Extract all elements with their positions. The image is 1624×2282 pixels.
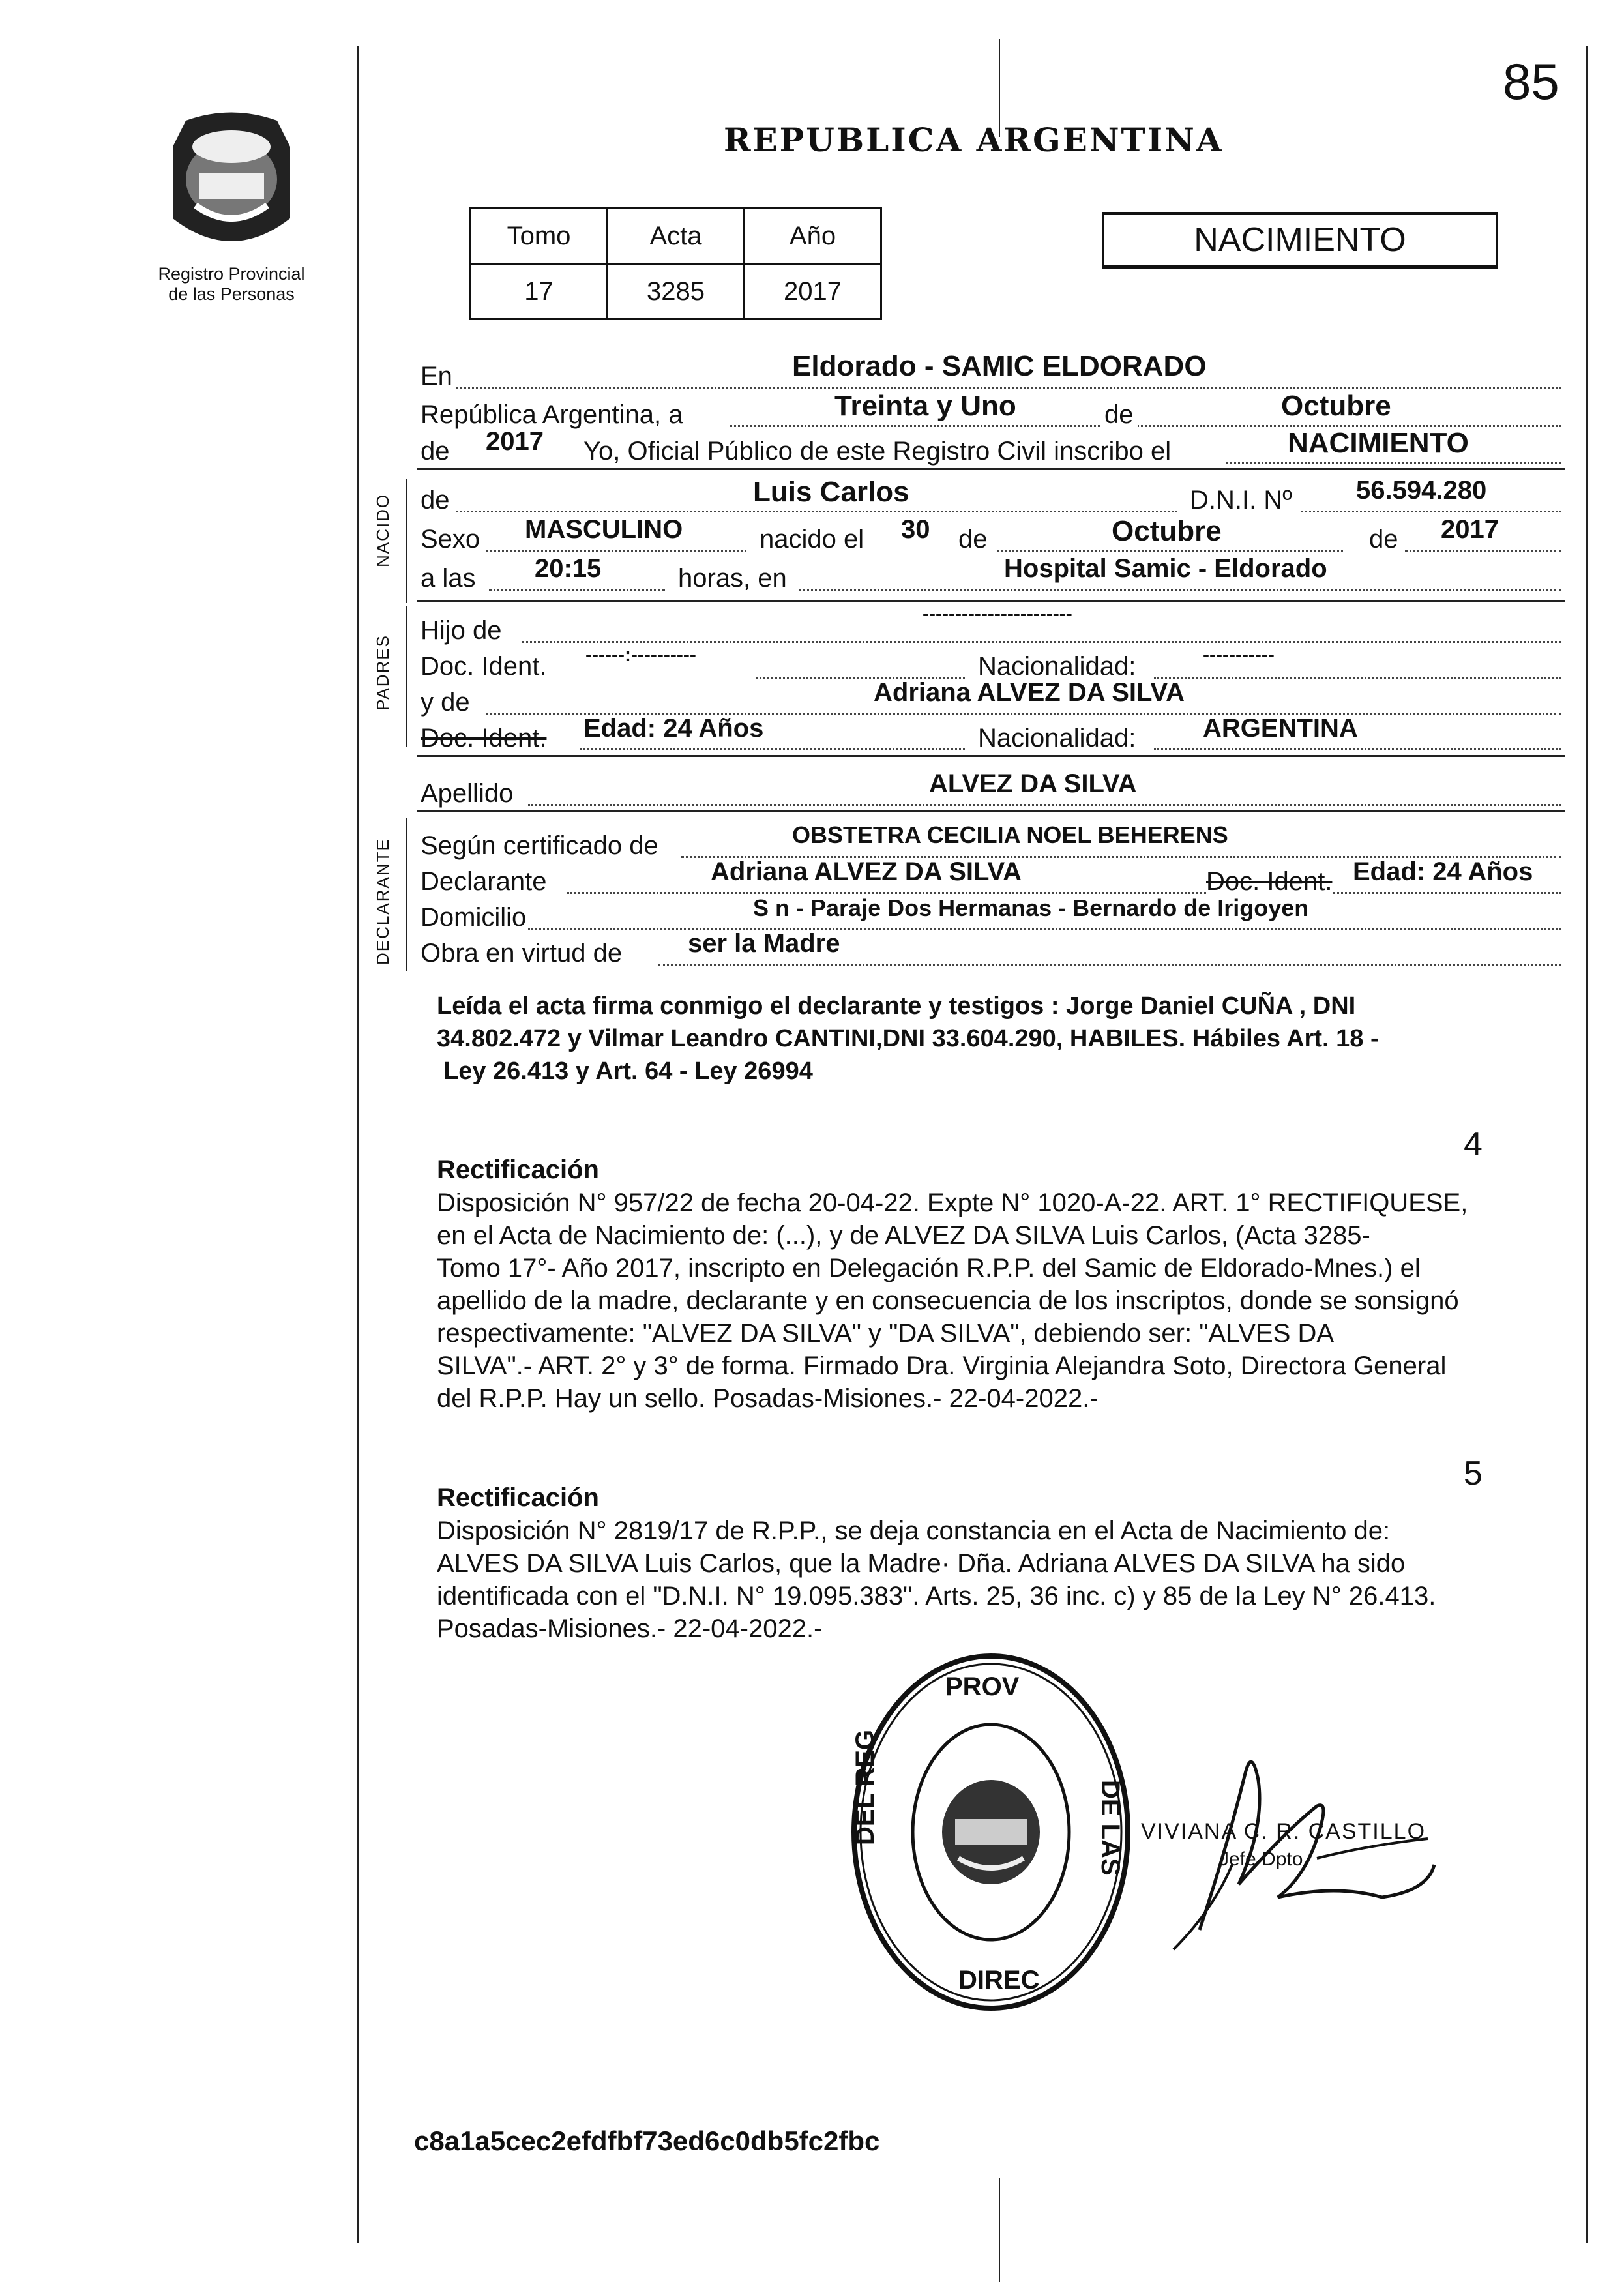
witness-line: Leída el acta firma conmigo el declarante y testigos : Jorge Daniel CUÑA , DNI	[437, 992, 1356, 1020]
hijo-label: Hijo de	[421, 616, 502, 645]
rectification-line: Disposición N° 2819/17 de R.P.P., se deja constancia en el Acta de Nacimiento de:	[437, 1517, 1391, 1545]
dotted-line	[1154, 748, 1561, 750]
value-acta: 3285	[608, 264, 745, 319]
surname-value: ALVEZ DA SILVA	[929, 769, 1137, 798]
dni-label: D.N.I. Nº	[1190, 486, 1292, 514]
registry-official-stamp-icon	[848, 1650, 1134, 2015]
rectification-line: en el Acta de Nacimiento de: (...), y de ALVEZ DA SILVA Luis Carlos, (Acta 3285-	[437, 1221, 1370, 1250]
month-value: Octubre	[1281, 390, 1391, 422]
document-title: REPUBLICA ARGENTINA	[724, 121, 1224, 159]
mother-age: Edad: 24 Años	[583, 714, 764, 743]
birth-time: 20:15	[535, 554, 602, 583]
rectification-line: identificada con el "D.N.I. N° 19.095.383". Arts. 25, 36 inc. c) y 85 de la Ley N° 26.413.	[437, 1582, 1436, 1610]
rectification-4-title: Rectificación	[437, 1155, 599, 1184]
official-text: Yo, Oficial Público de este Registro Civil inscribo el	[583, 437, 1172, 466]
dotted-line	[1154, 677, 1561, 679]
address-label: Domicilio	[421, 903, 527, 932]
dotted-line	[1226, 462, 1561, 464]
header-anio: Año	[745, 209, 881, 264]
header-tomo: Tomo	[471, 209, 608, 264]
child-dni: 56.594.280	[1356, 476, 1487, 505]
document-hash: c8a1a5cec2efdfbf73ed6c0db5fc2fbc	[414, 2126, 880, 2156]
place-value: Eldorado - SAMIC ELDORADO	[792, 350, 1207, 382]
father-name: -----------------------	[923, 603, 1072, 625]
mother-label: y de	[421, 688, 470, 717]
dotted-line	[522, 641, 1561, 643]
svg-text:DIREC: DIREC	[958, 1966, 1040, 1994]
birth-day: 30	[901, 515, 930, 544]
declarant-name: Adriana ALVEZ DA SILVA	[711, 857, 1022, 886]
svg-text:DEL REG: DEL REG	[851, 1729, 879, 1845]
father-nationality: -----------	[1203, 644, 1275, 666]
section-label-declarante: DECLARANTE	[373, 838, 392, 965]
name-de-label: de	[421, 486, 450, 514]
signer-role-stamp: Jefe Dpto.	[1219, 1848, 1308, 1870]
mother-nationality-label: Nacionalidad:	[978, 724, 1136, 752]
dotted-line	[456, 387, 1561, 389]
page-number: 85	[1503, 53, 1559, 110]
rectification-line: SILVA".- ART. 2° y 3° de forma. Firmado Dra. Virginia Alejandra Soto, Directora General	[437, 1352, 1447, 1380]
act-value: NACIMIENTO	[1288, 427, 1469, 459]
svg-text:DE LAS: DE LAS	[1096, 1780, 1125, 1876]
registry-name	[130, 264, 332, 304]
rectification-4-number: 4	[1464, 1125, 1483, 1163]
en-label: En	[421, 362, 452, 391]
birth-place: Hospital Samic - Eldorado	[1004, 554, 1327, 583]
father-doc-label: Doc. Ident.	[421, 652, 547, 681]
section-bar-padres	[406, 606, 407, 747]
dotted-line	[1405, 550, 1561, 552]
declarant-age: Edad: 24 Años	[1353, 857, 1533, 886]
rectification-5-text	[437, 1515, 1558, 1645]
hora-label: a las	[421, 564, 476, 593]
witness-statement	[437, 990, 1379, 1088]
dotted-line	[1301, 511, 1561, 512]
republic-label: República Argentina, a	[421, 400, 683, 429]
witness-line: Ley 26.413 y Art. 64 - Ley 26994	[443, 1058, 813, 1085]
signer-name-stamp: VIVIANA C. R. CASTILLO	[1141, 1819, 1426, 1844]
declarant-label: Declarante	[421, 867, 547, 896]
dotted-line	[489, 589, 665, 591]
birth-de-label-2: de	[1369, 525, 1398, 554]
day-words-value: Treinta y Uno	[834, 390, 1016, 422]
surname-label: Apellido	[421, 779, 514, 808]
dotted-line	[658, 964, 1561, 966]
birth-month: Octubre	[1112, 515, 1222, 547]
right-margin-line	[1586, 46, 1588, 2243]
sexo-label: Sexo	[421, 525, 480, 554]
witness-line: 34.802.472 y Vilmar Leandro CANTINI,DNI 33.604.290, HABILES. Hábiles Art. 18 -	[437, 1025, 1379, 1052]
de-label-2: de	[421, 437, 450, 466]
provincia-de-misiones-seal-icon	[160, 108, 303, 258]
section-rule	[417, 600, 1565, 602]
official-stamp	[848, 1650, 1134, 2015]
rectification-5-number: 5	[1464, 1455, 1483, 1492]
registry-line-1: Registro Provincial	[158, 264, 305, 284]
birth-year: 2017	[1441, 515, 1499, 544]
record-type-box	[1102, 212, 1498, 269]
header-acta: Acta	[608, 209, 745, 264]
section-rule	[417, 810, 1565, 812]
reason-label: Obra en virtud de	[421, 939, 623, 968]
rectification-line: Posadas-Misiones.- 22-04-2022.-	[437, 1614, 823, 1643]
section-label-padres: PADRES	[373, 634, 392, 711]
province-logo	[160, 108, 303, 258]
dotted-line	[799, 589, 1561, 591]
value-tomo: 17	[471, 264, 608, 319]
rectification-line: respectivamente: "ALVEZ DA SILVA" y "DA SILVA", debiendo ser: "ALVES DA	[437, 1319, 1335, 1348]
horas-label: horas, en	[678, 564, 787, 593]
dotted-line	[567, 892, 1561, 894]
nacido-label: nacido el	[760, 525, 864, 554]
rectification-line: ALVES DA SILVA Luis Carlos, que la Madre· Dña. Adriana ALVES DA SILVA ha sido	[437, 1549, 1406, 1578]
handwritten-signature-icon	[1121, 1734, 1486, 1956]
father-nationality-label: Nacionalidad:	[978, 652, 1136, 681]
section-bar-declarante	[406, 818, 407, 971]
mother-nationality: ARGENTINA	[1203, 714, 1358, 743]
dotted-line	[580, 748, 965, 750]
registry-line-2: de las Personas	[168, 284, 295, 304]
rectification-5-title: Rectificación	[437, 1483, 599, 1512]
de-label: de	[1100, 400, 1138, 430]
value-anio: 2017	[745, 264, 881, 319]
mother-name: Adriana ALVEZ DA SILVA	[874, 678, 1185, 707]
left-margin-line	[357, 46, 359, 2243]
sexo-value: MASCULINO	[525, 515, 683, 544]
dotted-line	[456, 511, 1177, 512]
rectification-4-text	[437, 1187, 1558, 1415]
dotted-line	[486, 550, 746, 552]
birth-de-label: de	[958, 525, 988, 554]
center-fold-line-bottom	[999, 2178, 1000, 2282]
mother-doc-label-struck: Doc. Ident.	[421, 724, 547, 752]
section-bar-nacido	[406, 479, 407, 603]
child-name: Luis Carlos	[753, 476, 909, 508]
dotted-line	[997, 550, 1343, 552]
dotted-line	[528, 804, 1561, 806]
section-label-nacido: NACIDO	[373, 493, 392, 567]
section-rule	[417, 468, 1565, 470]
signature-block	[1121, 1734, 1486, 1956]
rectification-line: Disposición N° 957/22 de fecha 20-04-22. Expte N° 1020-A-22. ART. 1° RECTIFIQUESE,	[437, 1189, 1468, 1217]
certificate-label: Según certificado de	[421, 831, 658, 860]
reason-value: ser la Madre	[688, 929, 840, 958]
declarant-doc-label-struck: Doc. Ident.	[1206, 867, 1333, 896]
rectification-line: del R.P.P. Hay un sello. Posadas-Misiones.- 22-04-2022.-	[437, 1384, 1099, 1413]
section-rule	[417, 755, 1565, 757]
record-type: NACIMIENTO	[1194, 221, 1406, 259]
father-doc: ------:----------	[585, 644, 696, 666]
year-value: 2017	[486, 427, 544, 456]
address-value: S n - Paraje Dos Hermanas - Bernardo de Irigoyen	[753, 895, 1309, 921]
rectification-line: Tomo 17°- Año 2017, inscripto en Delegación R.P.P. del Samic de Eldorado-Mnes.) el	[437, 1254, 1421, 1282]
certificate-value: OBSTETRA CECILIA NOEL BEHERENS	[792, 822, 1228, 848]
record-table	[469, 207, 882, 320]
dotted-line	[528, 928, 1561, 930]
rectification-line: apellido de la madre, declarante y en consecuencia de los inscriptos, donde se sonsignó	[437, 1286, 1459, 1315]
svg-text:PROV: PROV	[945, 1672, 1020, 1701]
